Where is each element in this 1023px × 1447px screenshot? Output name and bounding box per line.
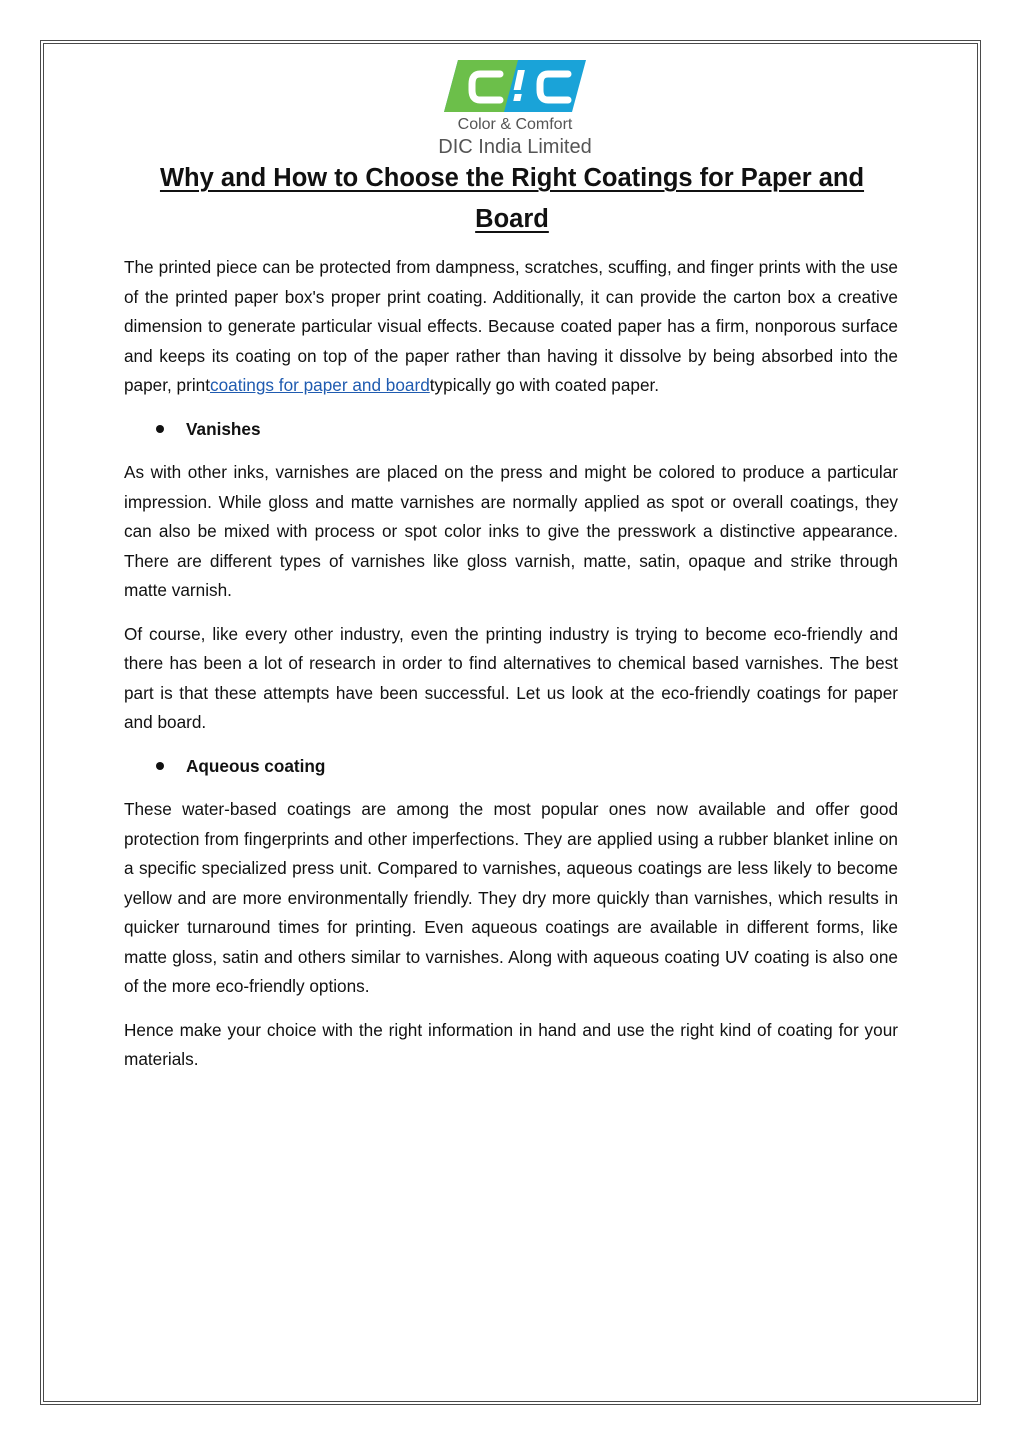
dic-logo-mark	[444, 60, 586, 112]
section-heading-vanishes	[124, 415, 898, 445]
document-body	[124, 253, 898, 1089]
logo-tagline: Color & Comfort	[457, 116, 573, 133]
intro-text-after-link: typically go with coated paper.	[429, 375, 660, 395]
company-logo	[430, 60, 600, 160]
section-paragraph: Of course, like every other industry, even the printing industry is trying to become eco-friendly and there has been a lot of research in order to find alternatives to chemical based varnishes. The best part is that these attempts have been successful. Let us look at the eco-friendly coatings for paper and board.	[124, 623, 898, 732]
intro-text-before-link: The printed piece can be protected from dampness, scratches, scuffing, and finger prints with the use of the printed paper box's proper print coating. Additionally, it can provide the carton box a creative dimension to generate particular visual effects. Because coated paper has a firm, nonporous surface and keeps its coating on top of the paper rather than having it dissolve by being absorbed into the paper, print	[124, 257, 898, 395]
section-heading-aqueous-coating	[124, 752, 898, 782]
bullet-icon	[156, 762, 164, 770]
intro-paragraph	[124, 253, 898, 401]
section-paragraph: Hence make your choice with the right information in hand and use the right kind of coating for your materials.	[124, 1019, 898, 1069]
coatings-link[interactable]: coatings for paper and board	[210, 375, 430, 395]
document-title: Why and How to Choose the Right Coatings for Paper and Board	[159, 164, 865, 233]
section-heading-label: Vanishes	[186, 418, 261, 439]
bullet-icon	[156, 425, 164, 433]
logo-company-name: DIC India Limited	[438, 136, 592, 158]
section-paragraph: These water-based coatings are among the most popular ones now available and offer good protection from fingerprints and other imperfections. They are applied using a rubber blanket inline on a specific specialized press unit. Compared to varnishes, aqueous coatings are less likely to become yellow and are more environmentally friendly. They dry more quickly than varnishes, which results in quicker turnaround times for printing. Even aqueous coatings are available in different forms, like matte gloss, satin and others similar to varnishes. Along with aqueous coating UV coating is also one of the more eco-friendly options.	[124, 799, 898, 996]
section-heading-label: Aqueous coating	[186, 755, 326, 776]
section-paragraph: As with other inks, varnishes are placed on the press and might be colored to produce a particular impression. While gloss and matte varnishes are normally applied as spot or overall coatings, they can also be mixed with process or spot color inks to give the presswork a distinctive appearance. There are different types of varnishes like gloss varnish, matte, satin, opaque and strike through matte varnish.	[124, 462, 898, 600]
